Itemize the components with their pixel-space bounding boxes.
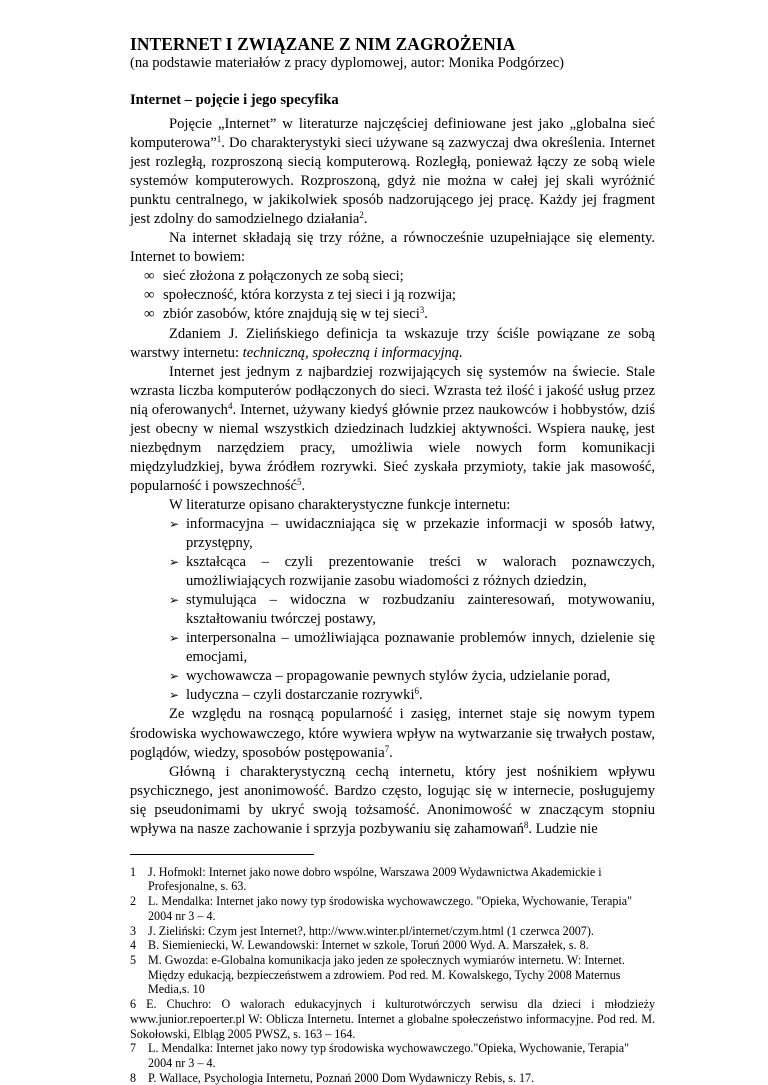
document-page bbox=[130, 34, 655, 1085]
list-item: ∞ zbiór zasobów, które znajdują się w tej sieci$^3$. bbox=[130, 305, 655, 324]
paragraph: Pojęcie „Internet” w literaturze najczęściej definiowane jest jako „globalna sieć komputerowa”$^1$. Do charakterystyki sieci używane są zazwyczaj dwa określenia. Internet jest rozległą, rozproszoną siecią komputerową. Rozległą, ponieważ łączy ze sobą wiele systemów komputerowych. Rozproszoną, gdyż nie można w całej jej skali wyróżnić punktu centralnego, w jakikolwiek sposób nadzorującego jej pracę. Każdy jej fragment jest zdolny do samodzielnego działania$^2$. bbox=[130, 116, 655, 228]
footnote: 2 L. Mendalka: Internet jako nowy typ środowiska wychowawczego. "Opieka, Wychowanie, Terapia" 2004 nr 3 – 4. bbox=[130, 894, 633, 923]
arrow-bullet-icon: ➢ bbox=[169, 593, 180, 608]
list-item: ➢ ludyczna – czyli dostarczanie rozrywki$^6$. bbox=[130, 686, 655, 705]
footnote-ref: 4 bbox=[227, 400, 233, 411]
arrow-bullet-icon: ➢ bbox=[169, 669, 180, 684]
document-title: INTERNET I ZWIĄZANE Z NIM ZAGROŻENIA bbox=[130, 34, 516, 54]
footnote-separator bbox=[130, 854, 314, 855]
arrow-bullet-icon: ➢ bbox=[169, 555, 180, 570]
footnote: 8 P. Wallace, Psychologia Internetu, Poznań 2000 Dom Wydawniczy Rebis, s. 17. bbox=[130, 1070, 535, 1085]
infinity-bullet-icon: ∞ bbox=[144, 268, 155, 285]
list-item: ➢ kształcąca – czyli prezentowanie treści w walorach poznawczych, umożliwiających rozwijanie zasobu wiadomości z różnych dziedzin, bbox=[169, 554, 655, 590]
arrow-bullet-icon: ➢ bbox=[169, 631, 180, 646]
footnote-ref: 6 bbox=[414, 686, 420, 697]
section-heading: Internet – pojęcie i jego specyfika bbox=[130, 92, 339, 108]
footnote-ref: 7 bbox=[384, 743, 390, 754]
paragraph: Internet jest jednym z najbardziej rozwijających się systemów na świecie. Stale wzrasta liczba komputerów podłączonych do sieci. Wzrasta też ilość i jakość usług przez nią oferowanych$^4$. Internet, używany kiedyś głównie przez naukowców i hobbystów, dziś jest obecny w niemal wszystkich dziedzinach ludzkiej aktywności. Wspiera naukę, jest niezbędnym narzędziem pracy, umożliwia wiele nowych form komunikacji międzyludzkiej, bywa źródłem rozrywki. Sieć zyskała przymioty, takie jak masowość, popularność i powszechność$^5$. bbox=[130, 363, 656, 494]
footnote: 4 B. Siemieniecki, W. Lewandowski: Internet w szkole, Toruń 2000 Wyd. A. Marszałek, s. 8. bbox=[130, 938, 589, 953]
arrow-list bbox=[130, 515, 655, 705]
paragraph: Na internet składają się trzy różne, a równocześnie uzupełniające się elementy. Internet to bowiem: bbox=[130, 230, 655, 266]
footnote-ref: 8 bbox=[523, 819, 529, 830]
footnote: 3 J. Zieliński: Czym jest Internet?, http://www.winter.pl/internet/czym.html (1 czerwca 2007). bbox=[130, 923, 594, 938]
list-item: ➢ stymulująca – widoczna w rozbudzaniu zainteresowań, motywowaniu, kształtowaniu twórczej postawy, bbox=[169, 592, 655, 628]
footnote-ref: 2 bbox=[359, 210, 364, 221]
footnote: 5 M. Gwozda: e-Globalna komunikacja jako jeden ze społecznych wymiarów internetu. W: Internet. Między edukacją, bezpieczeństwem a zdrowiem. Pod red. M. Kowalskego, Tychy 2008 Maternus Media,s. 10 bbox=[130, 953, 625, 997]
list-item: ➢ informacyjna – uwidaczniająca się w przekazie informacji w sposób łatwy, przystępny, bbox=[169, 515, 655, 552]
infinity-list bbox=[130, 267, 655, 324]
infinity-bullet-icon: ∞ bbox=[144, 306, 155, 323]
footnote-ref: 3 bbox=[419, 305, 425, 316]
list-item: ∞ społeczność, która korzysta z tej sieci i ją rozwija; bbox=[130, 286, 655, 305]
paragraph: Ze względu na rosnącą popularność i zasięg, internet staje się nowym typem środowiska wychowawczego, które wywiera wpływ na wytwarzanie się trwałych postaw, poglądów, wiedzy, sposobów postępowania$^7$. bbox=[130, 706, 655, 761]
footnote: 6 E. Chuchro: O walorach edukacyjnych i kulturotwórczych serwisu dla dzieci i młodzieży www.junior.repoerter.pl W: Oblicza Internetu. Internet a globalne społeczeństwo informacyjne. Pod red. M. Sokołowski, Elbląg 2005 PWSZ, s. 163 – 164. bbox=[130, 997, 655, 1041]
paragraph: Główną i charakterystyczną cechą internetu, który jest nośnikiem wpływu psychicznego, jest anonimowość. Bardzo często, logując się w internecie, posługujemy się pseudonimami by ukryć swoją tożsamość. Anonimowość w znaczącym stopniu wpływa na nasze zachowanie i sprzyja pozbywaniu się zahamowań$^8$. Ludzie nie bbox=[130, 763, 655, 837]
body-text bbox=[130, 115, 655, 839]
footnote: 1 J. Hofmokl: Internet jako nowe dobro wspólne, Warszawa 2009 Wydawnictwa Akademickie i Profesjonalne, s. 63. bbox=[130, 864, 602, 894]
infinity-bullet-icon: ∞ bbox=[144, 287, 155, 304]
footnotes bbox=[130, 865, 655, 1085]
arrow-bullet-icon: ➢ bbox=[169, 688, 180, 703]
document-subtitle: (na podstawie materiałów z pracy dyplomowej, autor: Monika Podgórzec) bbox=[130, 55, 565, 71]
list-item: ➢ wychowawcza – propagowanie pewnych stylów życia, udzielanie porad, bbox=[130, 667, 655, 686]
footnote-ref: 5 bbox=[296, 476, 302, 487]
paragraph: W literaturze opisano charakterystyczne funkcje internetu: bbox=[169, 496, 511, 513]
footnote: 7 L. Mendalka: Internet jako nowy typ środowiska wychowawczego."Opieka, Wychowanie, Terapia" 2004 nr 3 – 4. bbox=[130, 1041, 630, 1070]
list-item: ➢ interpersonalna – umożliwiająca poznawanie problemów innych, dzielenie się emocjami, bbox=[169, 630, 655, 666]
list-item: ∞ sieć złożona z połączonych ze sobą sieci; bbox=[130, 267, 655, 286]
paragraph: Zdaniem J. Zielińskiego definicja ta wskazuje trzy ściśle powiązane ze sobą warstwy internetu: techniczną, społeczną i informacyjną. bbox=[130, 325, 655, 361]
arrow-bullet-icon: ➢ bbox=[169, 516, 180, 531]
footnote-ref: 1 bbox=[216, 134, 222, 145]
